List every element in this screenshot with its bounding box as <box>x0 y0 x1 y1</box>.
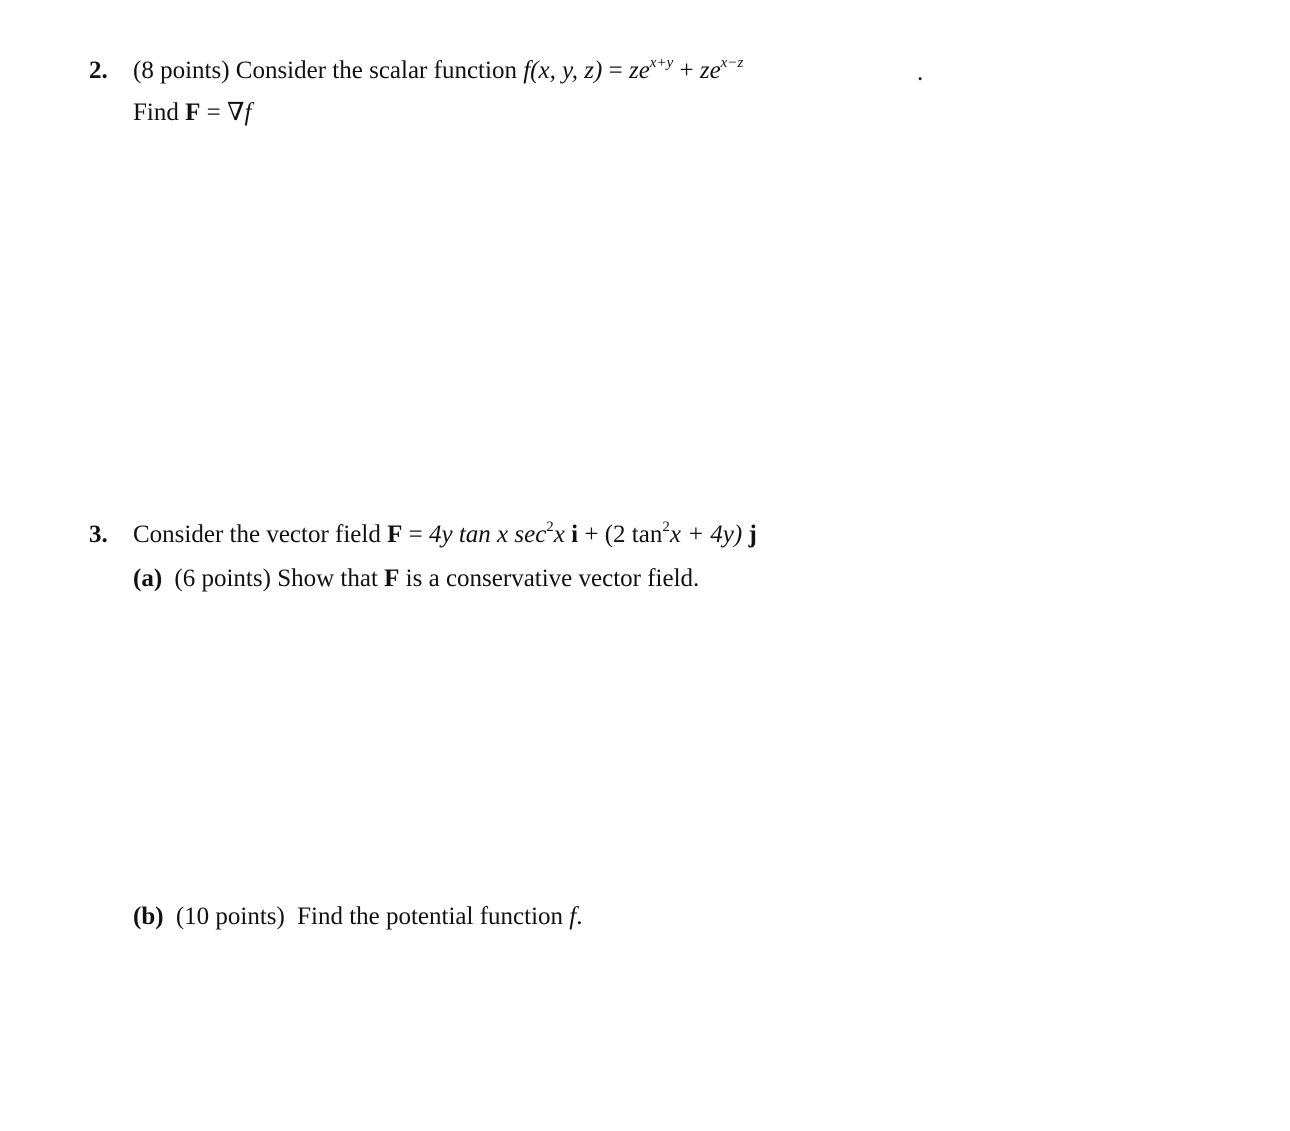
unit-vector-i: i <box>571 521 579 548</box>
question-3b <box>133 902 582 932</box>
term1-base: ze <box>628 57 650 84</box>
question-3-intro: Consider the vector field <box>133 521 381 548</box>
find-word: Find <box>133 99 179 126</box>
question-3-prompt <box>133 520 757 550</box>
exponent-2: 2 <box>662 519 670 535</box>
part-b-text: Find the potential function <box>297 903 564 930</box>
part-a-points: (6 points) <box>174 565 271 592</box>
term1-exponent: x+y <box>649 55 674 71</box>
trailing-period: . <box>917 59 924 86</box>
field-component-j-end: x + 4y) <box>669 521 743 548</box>
equals-sign: = <box>608 57 623 84</box>
function-args: (x, y, z) <box>530 57 603 84</box>
question-2-task <box>133 98 251 128</box>
part-a-post: is a conservative vector field. <box>405 565 700 592</box>
unit-vector-j: j <box>748 521 757 548</box>
term2-exponent: x−z <box>720 55 744 71</box>
question-2-points: (8 points) <box>133 57 230 84</box>
equals-sign: = <box>206 99 221 126</box>
exponent-2: 2 <box>546 519 554 535</box>
gradient-f: ∇f <box>227 99 252 126</box>
field-component-j: (2 tan <box>604 521 663 548</box>
part-a-F: F <box>384 565 400 592</box>
plus-sign: + <box>584 521 599 548</box>
equals-sign: = <box>408 521 423 548</box>
part-a-label: (a) <box>133 565 163 592</box>
question-3a <box>133 564 699 594</box>
vector-F: F <box>387 521 403 548</box>
function-name: f <box>523 57 531 84</box>
field-component-i: 4y tan x sec <box>428 521 547 548</box>
question-3-number: 3. <box>89 521 108 548</box>
part-b-label: (b) <box>133 903 164 930</box>
plus-sign: + <box>679 57 694 84</box>
term2-base: ze <box>699 57 721 84</box>
field-component-i-end: x <box>553 521 565 548</box>
part-b-period: . <box>576 903 583 930</box>
part-a-pre: Show that <box>277 565 378 592</box>
question-2-prompt <box>133 56 743 86</box>
vector-F: F <box>185 99 201 126</box>
part-b-points: (10 points) <box>175 903 285 930</box>
potential-f: f <box>569 903 577 930</box>
question-2-intro: Consider the scalar function <box>235 57 517 84</box>
question-2-number: 2. <box>89 57 108 84</box>
